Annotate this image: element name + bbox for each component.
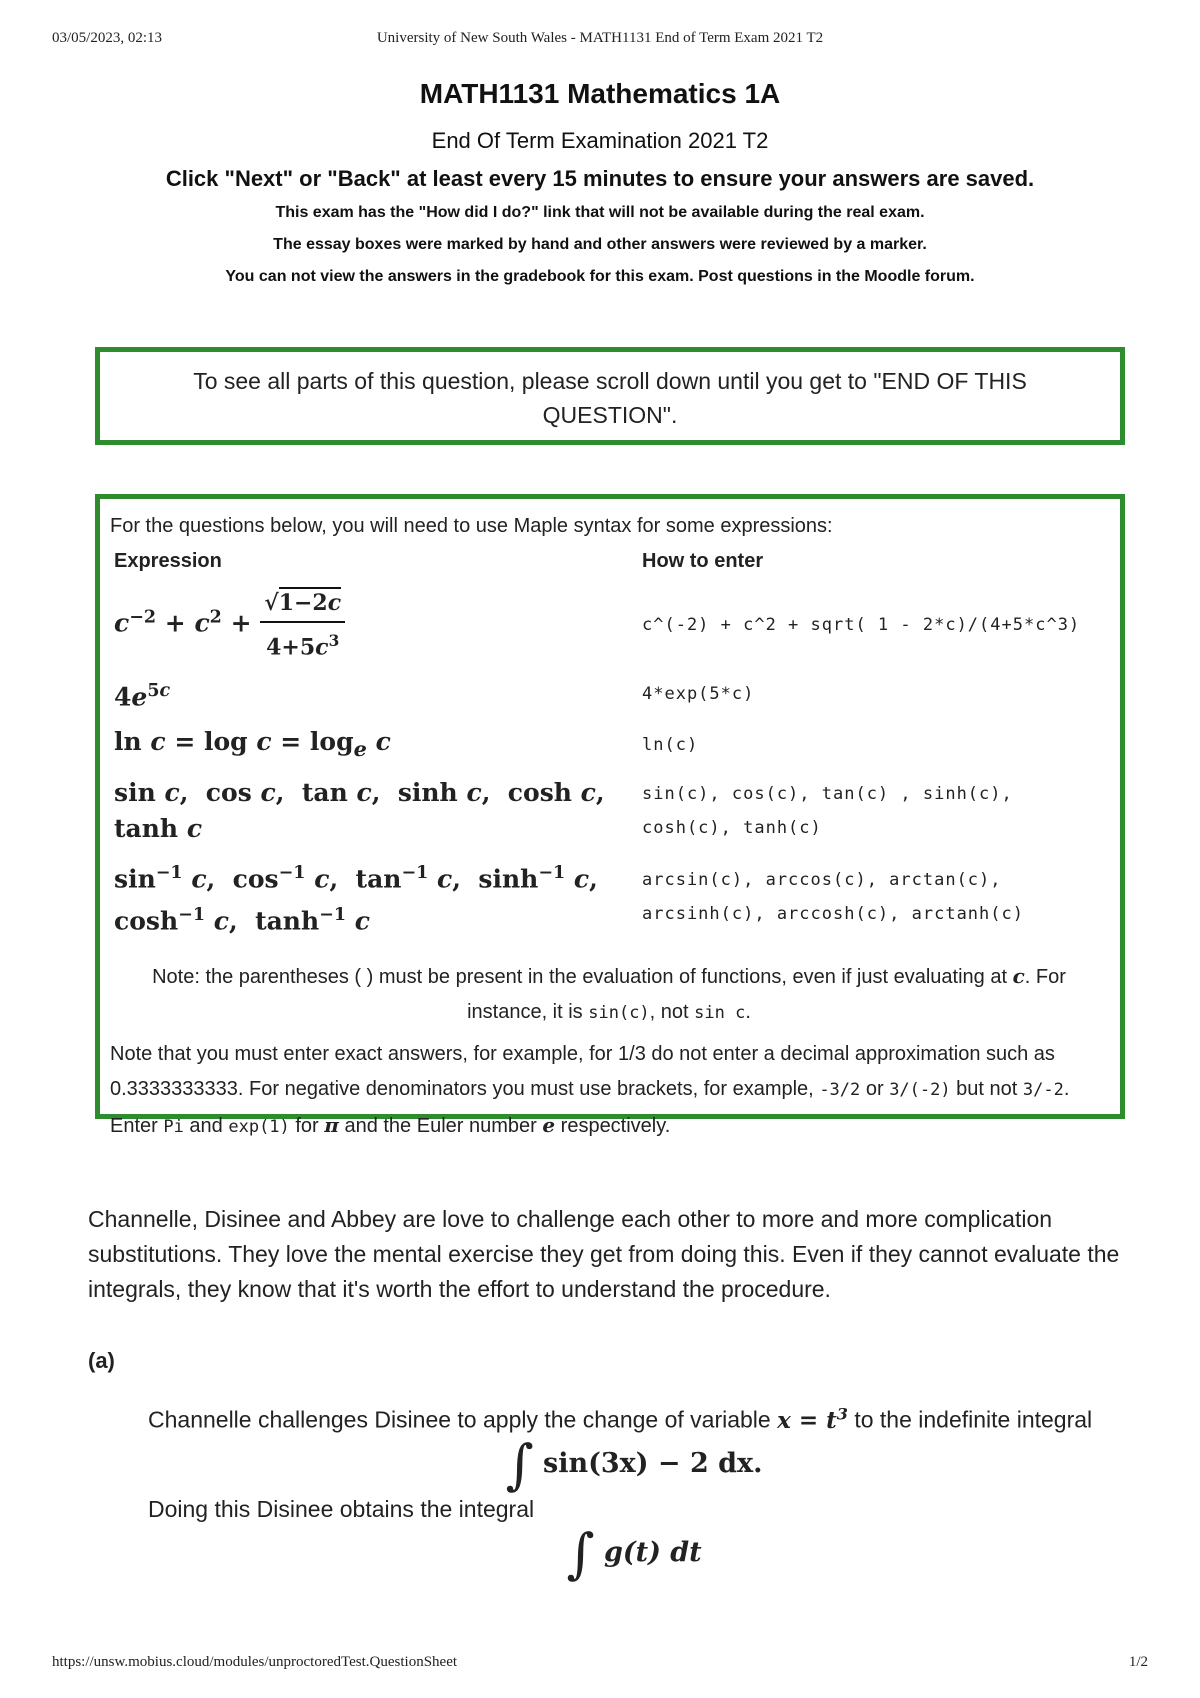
exam-subtitle: End Of Term Examination 2021 T2	[431, 128, 769, 153]
expr-inverse-trig: $\sin^{-1} c$, $\cos^{-1} c$, $\tan^{-1} c$, $\sinh^{-1} c$, $\cosh^{-1} c$, $\tanh^{-1} c$	[114, 862, 598, 936]
note-text: Note: the parentheses ( ) must be present in the evaluation of functions, even if just evaluating at	[152, 966, 1008, 989]
exact-answers-note	[110, 1037, 1108, 1145]
code-trig: sin(c), cos(c), tan(c) , sinh(c), cosh(c), tanh(c)	[642, 783, 1013, 838]
note-text: and	[189, 1115, 223, 1138]
exam-note-marking: The essay boxes were marked by hand and other answers were reviewed by a marker.	[273, 236, 927, 253]
expr-trig: sin c, cos c, tan c, sinh c, cosh c, tanh c	[114, 777, 605, 843]
integral-result	[148, 1521, 1120, 1585]
part-label: (a)	[88, 1348, 115, 1373]
question-intro: Channelle, Disinee and Abbey are love to challenge each other to more and more complication substitutions. They love the mental exercise they get from doing this. Even if they cannot evaluate the integrals, they know that it's worth the effort to understand the procedure.	[88, 1206, 1120, 1302]
code-inline: exp(1)	[228, 1117, 290, 1138]
parentheses-note	[110, 959, 1108, 1031]
note-text: . For instance, it is	[467, 966, 1066, 1024]
save-notice: Click "Next" or "Back" at least every 15 minutes to ensure your answers are saved.	[165, 166, 1035, 191]
maple-intro: For the questions below, you will need to use Maple syntax for some expressions:	[110, 515, 833, 537]
maple-table-header	[110, 548, 1108, 581]
exam-note-how-did-i-do: This exam has the "How did I do?" link that will not be available during the real exam.	[275, 204, 925, 221]
math-c: c	[1012, 964, 1025, 989]
obtain-text: Doing this Disinee obtains the integral	[148, 1495, 535, 1522]
note-text: Note that you must enter exact answers, for example, for 1/3 do not enter a decimal approximation such as 0.3333333333. For negative denominators you must use brackets, for example,	[110, 1043, 1055, 1101]
maple-syntax-box	[95, 494, 1125, 1138]
question-body	[88, 1202, 1120, 1585]
table-row	[110, 720, 1108, 771]
part-text: Channelle challenges Disinee to apply the change of variable	[148, 1406, 771, 1433]
part-a	[148, 1396, 1120, 1585]
note-text: for	[295, 1115, 319, 1138]
print-page-number: 1/2	[1128, 1654, 1148, 1670]
code-exp: 4*exp(5*c)	[642, 684, 755, 705]
note-text: or	[865, 1078, 884, 1101]
code-rational: c^(-2) + c^2 + sqrt( 1 - 2*c)/(4+5*c^3)	[642, 615, 1081, 636]
fraction: $\frac{√1-2c}{4+5c^3}$	[260, 585, 345, 665]
integral-expr: sin(3x) − 2 dx.	[543, 1447, 763, 1479]
note-text: but not	[956, 1078, 1018, 1101]
expr-rational: $c^{-2} + c^2$ + $\frac{√1-2c}{4+5c^3}$	[110, 581, 638, 669]
integral-sign-icon: ∫	[505, 1432, 534, 1496]
note-text: , not	[649, 1001, 689, 1024]
math-e: e	[542, 1113, 556, 1138]
table-row	[110, 669, 1108, 719]
math-pi: π	[324, 1113, 339, 1138]
print-header	[52, 22, 1148, 52]
note-text: .	[745, 1001, 751, 1024]
integral-expr: g(t) dt	[603, 1536, 702, 1568]
table-row	[110, 581, 1108, 669]
part-text: to the indefinite integral	[854, 1406, 1093, 1433]
integral-original	[148, 1432, 1120, 1496]
note-text: . Enter	[110, 1078, 1070, 1138]
print-url: https://unsw.mobius.cloud/modules/unproctoredTest.QuestionSheet	[52, 1654, 458, 1670]
maple-syntax-table	[110, 548, 1108, 943]
table-row	[110, 771, 1108, 851]
scroll-notice-box	[95, 347, 1125, 445]
code-inverse-trig: arcsin(c), arccos(c), arctan(c), arcsinh(c), arccosh(c), arctanh(c)	[642, 869, 1024, 924]
col-how-to-enter: How to enter	[642, 550, 764, 572]
note-text: respectively.	[560, 1115, 671, 1138]
print-datetime: 03/05/2023, 02:13	[52, 30, 163, 46]
part-a-text	[148, 1396, 1120, 1438]
code-inline: sin(c)	[588, 1003, 650, 1024]
code-inline: -3/2	[819, 1080, 861, 1101]
expr-exp: $4e^{5c}$	[114, 681, 171, 712]
integral-sign-icon: ∫	[566, 1521, 595, 1585]
code-inline: sin c	[694, 1003, 746, 1024]
code-inline: 3/-2	[1022, 1080, 1064, 1101]
exam-title: MATH1131 Mathematics 1A	[419, 78, 781, 109]
exam-header	[100, 78, 1100, 300]
code-inline: 3/(-2)	[889, 1080, 951, 1101]
print-footer	[52, 1654, 1148, 1678]
print-page-title: University of New South Wales - MATH1131 End of Term Exam 2021 T2	[376, 30, 824, 46]
scroll-notice-text: To see all parts of this question, please scroll down until you get to "END OF THIS QUESTION".	[193, 368, 1027, 428]
expr-log: $\ln c = \log c = \log_e c$	[114, 726, 391, 761]
code-log: ln(c)	[642, 735, 699, 756]
exam-note-gradebook: You can not view the answers in the gradebook for this exam. Post questions in the Moodle forum.	[225, 268, 975, 285]
col-expression: Expression	[114, 550, 222, 572]
table-row	[110, 851, 1108, 944]
substitution-math: $x = t^3$	[777, 1404, 848, 1434]
code-inline: Pi	[163, 1117, 184, 1138]
note-text: and the Euler number	[344, 1115, 537, 1138]
